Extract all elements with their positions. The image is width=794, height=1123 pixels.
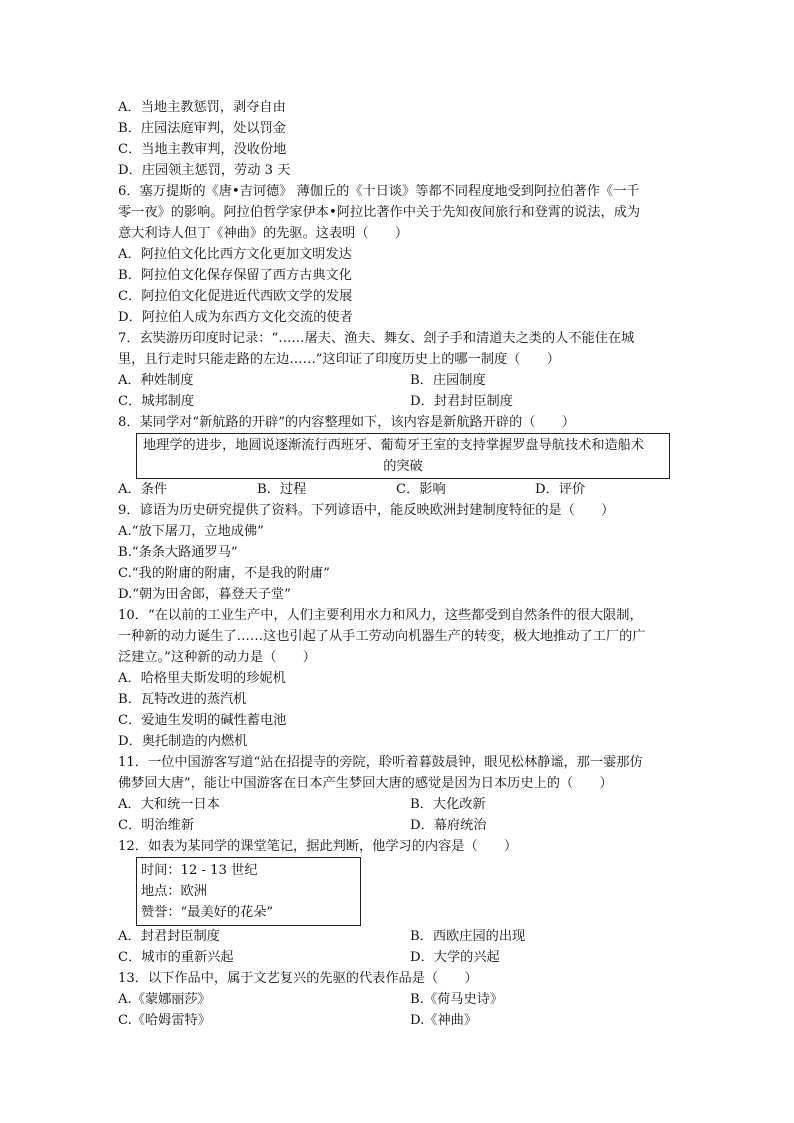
q5-option-d: D．庄园领主惩罚，劳动 3 天 (118, 163, 291, 178)
q11-stem-line-2: 佛梦回大唐”，能让中国游客在日本产生梦回大唐的感觉是因为日本历史上的（ ） (118, 776, 613, 791)
question-6 (118, 181, 674, 328)
q13-option-c: C.《哈姆雷特》 (118, 1013, 211, 1028)
q12-box-praise: 赞誉：“最美好的花朵” (141, 905, 274, 920)
q10-option-a: A．哈格里夫斯发明的珍妮机 (118, 671, 286, 686)
q13-options-row-2 (118, 1010, 674, 1031)
question-9 (118, 500, 674, 605)
q6-stem-line-3: 意大利诗人但丁《神曲》的先驱。这表明（ ） (118, 226, 409, 241)
q10-option-b: B．瓦特改进的蒸汽机 (118, 692, 247, 707)
q9-option-c: C.“我的附庸的附庸，不是我的附庸” (118, 566, 330, 581)
q5-option-b: B．庄园法庭审判，处以罚金 (118, 121, 286, 136)
q12-box-time: 时间：12 - 13 世纪 (141, 863, 258, 878)
question-8 (118, 412, 674, 500)
q13-stem: 13．以下作品中，属于文艺复兴的先驱的代表作品是（ ） (118, 971, 478, 986)
question-13 (118, 968, 674, 1031)
q6-stem-line-1: 6．塞万提斯的《唐•吉诃德》 薄伽丘的《十日谈》等都不同程度地受到阿拉伯著作《一千 (118, 184, 640, 199)
q9-stem: 9．谚语为历史研究提供了资料。下列谚语中，能反映欧洲封建制度特征的是（ ） (118, 503, 615, 518)
q12-option-a: A．封君封臣制度 (118, 929, 220, 944)
q12-option-b: B．西欧庄园的出现 (410, 929, 526, 944)
q5-option-a: A．当地主教惩罚，剥夺自由 (118, 100, 286, 115)
q8-box-line-1: 地理学的进步，地圆说逐渐流行西班牙、葡萄牙王室的支持掌握罗盘导航技术和造船术 (143, 438, 645, 453)
q5-option-c: C．当地主教审判，没收份地 (118, 142, 287, 157)
exam-page (118, 97, 674, 1031)
question-7 (118, 328, 674, 412)
q6-option-a: A．阿拉伯文化比西方文化更加文明发达 (118, 247, 352, 262)
q7-option-b: B．庄园制度 (410, 373, 486, 388)
q8-options-row (118, 479, 674, 500)
q13-options-row-1 (118, 989, 674, 1010)
q8-option-b: B．过程 (257, 482, 307, 497)
q6-option-c: C．阿拉伯文化促进近代西欧文学的发展 (118, 289, 353, 304)
q11-option-b: B．大化改新 (410, 797, 486, 812)
q9-option-a: A.“放下屠刀，立地成佛” (118, 524, 264, 539)
q8-option-a: A．条件 (118, 482, 168, 497)
q11-option-a: A．大和统一日本 (118, 797, 220, 812)
q13-option-a: A.《蒙娜丽莎》 (118, 992, 211, 1007)
q6-option-d: D．阿拉伯人成为东西方文化交流的使者 (118, 310, 353, 325)
q10-stem-line-1: 10．“在以前的工业生产中，人们主要利用水力和风力，这些都受到自然条件的很大限制， (118, 608, 643, 623)
q5-options (118, 97, 674, 181)
question-10 (118, 605, 674, 752)
q12-options-row-1 (118, 926, 674, 947)
q6-stem-line-2: 零一夜》的影响。阿拉伯哲学家伊本•阿拉比著作中关于先知夜间旅行和登霄的说法，成为 (118, 205, 641, 220)
q7-stem-line-2: 里，且行走时只能走路的左边……”这印证了印度历史上的哪一制度（ ） (118, 352, 560, 367)
q7-options-row-1 (118, 370, 674, 391)
q11-option-c: C．明治维新 (118, 818, 195, 833)
q12-notes-box (136, 857, 361, 926)
q13-option-d: D.《神曲》 (410, 1013, 478, 1028)
q6-option-b: B．阿拉伯文化保存保留了西方古典文化 (118, 268, 352, 283)
q10-option-c: C．爱迪生发明的碱性蓄电池 (118, 713, 287, 728)
q10-stem-line-2: 一种新的动力诞生了……这也引起了从手工劳动向机器生产的转变，极大地推动了工厂的广 (118, 629, 646, 644)
q7-option-c: C．城邦制度 (118, 394, 195, 409)
q11-stem-line-1: 11．一位中国游客写道“站在招提寺的旁院，聆听着暮鼓晨钟，眼见松林静谧，那一霎那仿 (118, 755, 643, 770)
q8-box-line-2: 的突破 (383, 459, 423, 474)
q8-material-box (136, 433, 670, 479)
q12-box-place: 地点：欧洲 (141, 884, 207, 899)
q12-stem: 12．如表为某同学的课堂笔记，据此判断，他学习的内容是（ ） (118, 839, 518, 854)
q11-options-row-2 (118, 815, 674, 836)
q9-option-b: B.“条条大路通罗马” (118, 545, 238, 560)
q12-option-c: C．城市的重新兴起 (118, 950, 234, 965)
q11-option-d: D．幕府统治 (410, 818, 487, 833)
q8-option-d: D．评价 (535, 482, 586, 497)
q7-options-row-2 (118, 391, 674, 412)
q12-options-row-2 (118, 947, 674, 968)
q8-option-c: C．影响 (396, 482, 446, 497)
q10-option-d: D．奥托制造的内燃机 (118, 734, 248, 749)
q10-stem-line-3: 泛建立。”这种新的动力是（ ） (118, 650, 316, 665)
q11-options-row-1 (118, 794, 674, 815)
q7-option-d: D．封君封臣制度 (410, 394, 513, 409)
q7-option-a: A．种姓制度 (118, 373, 194, 388)
q8-stem: 8．某同学对“新航路的开辟”的内容整理如下，该内容是新航路开辟的（ ） (118, 415, 576, 430)
q13-option-b: B.《荷马史诗》 (410, 992, 504, 1007)
q12-option-d: D．大学的兴起 (410, 950, 500, 965)
question-11 (118, 752, 674, 836)
q7-stem-line-1: 7．玄奘游历印度时记录：“……屠夫、渔夫、舞女、刽子手和清道夫之类的人不能住在城 (118, 331, 635, 346)
q9-option-d: D.“朝为田舍郎，暮登天子堂” (118, 587, 291, 602)
question-12 (118, 836, 674, 968)
